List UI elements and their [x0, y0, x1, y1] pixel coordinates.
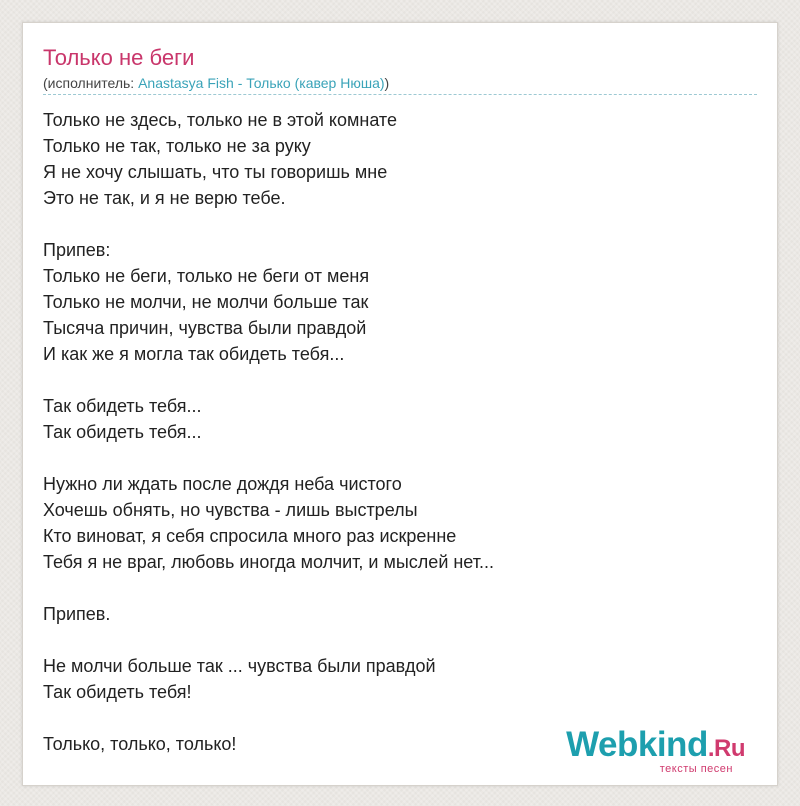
lyric-line — [43, 445, 753, 471]
lyric-line: Это не так, и я не верю тебе. — [43, 188, 286, 208]
lyric-line: Не молчи больше так ... чувства были правдой — [43, 656, 436, 676]
lyric-line: Припев: — [43, 240, 111, 260]
lyric-line: Тебя я не враг, любовь иногда молчит, и мыслей нет... — [43, 552, 494, 572]
lyric-line: Я не хочу слышать, что ты говоришь мне — [43, 162, 388, 182]
lyric-line: Только не беги, только не беги от меня — [43, 266, 370, 286]
logo-tld: .Ru — [707, 735, 745, 762]
logo-tagline: тексты песен — [659, 763, 733, 775]
logo-wordmark — [566, 725, 745, 765]
lyrics-card — [22, 22, 778, 786]
artist-prefix: (исполнитель: — [43, 75, 139, 91]
lyric-line — [43, 627, 753, 653]
lyric-line — [43, 367, 753, 393]
lyric-line: Так обидеть тебя... — [43, 396, 202, 416]
song-title: Только не беги — [43, 45, 195, 70]
lyric-line: Только не здесь, только не в этой комнате — [43, 110, 397, 130]
lyric-line: Кто виноват, я себя спросила много раз искренне — [43, 526, 457, 546]
lyric-line: Хочешь обнять, но чувства - лишь выстрелы — [43, 500, 418, 520]
lyric-line: Только, только, только! — [43, 734, 237, 754]
lyric-line: Припев. — [43, 604, 111, 624]
lyric-line: Так обидеть тебя! — [43, 682, 192, 702]
lyric-line: Только не молчи, не молчи больше так — [43, 292, 369, 312]
divider — [43, 94, 757, 95]
site-logo[interactable] — [551, 723, 751, 777]
logo-word: Webkind — [566, 725, 708, 764]
artist-line — [43, 75, 389, 91]
lyrics-text — [43, 107, 753, 757]
lyric-line — [43, 211, 753, 237]
lyric-line — [43, 575, 753, 601]
lyric-line: Нужно ли ждать после дождя неба чистого — [43, 474, 402, 494]
artist-suffix: ) — [384, 75, 390, 91]
lyric-line: И как же я могла так обидеть тебя... — [43, 344, 345, 364]
lyric-line: Так обидеть тебя... — [43, 422, 202, 442]
lyric-line: Тысяча причин, чувства были правдой — [43, 318, 367, 338]
artist-link[interactable]: Anastasya Fish - Только (кавер Нюша) — [138, 75, 385, 91]
lyric-line: Только не так, только не за руку — [43, 136, 311, 156]
